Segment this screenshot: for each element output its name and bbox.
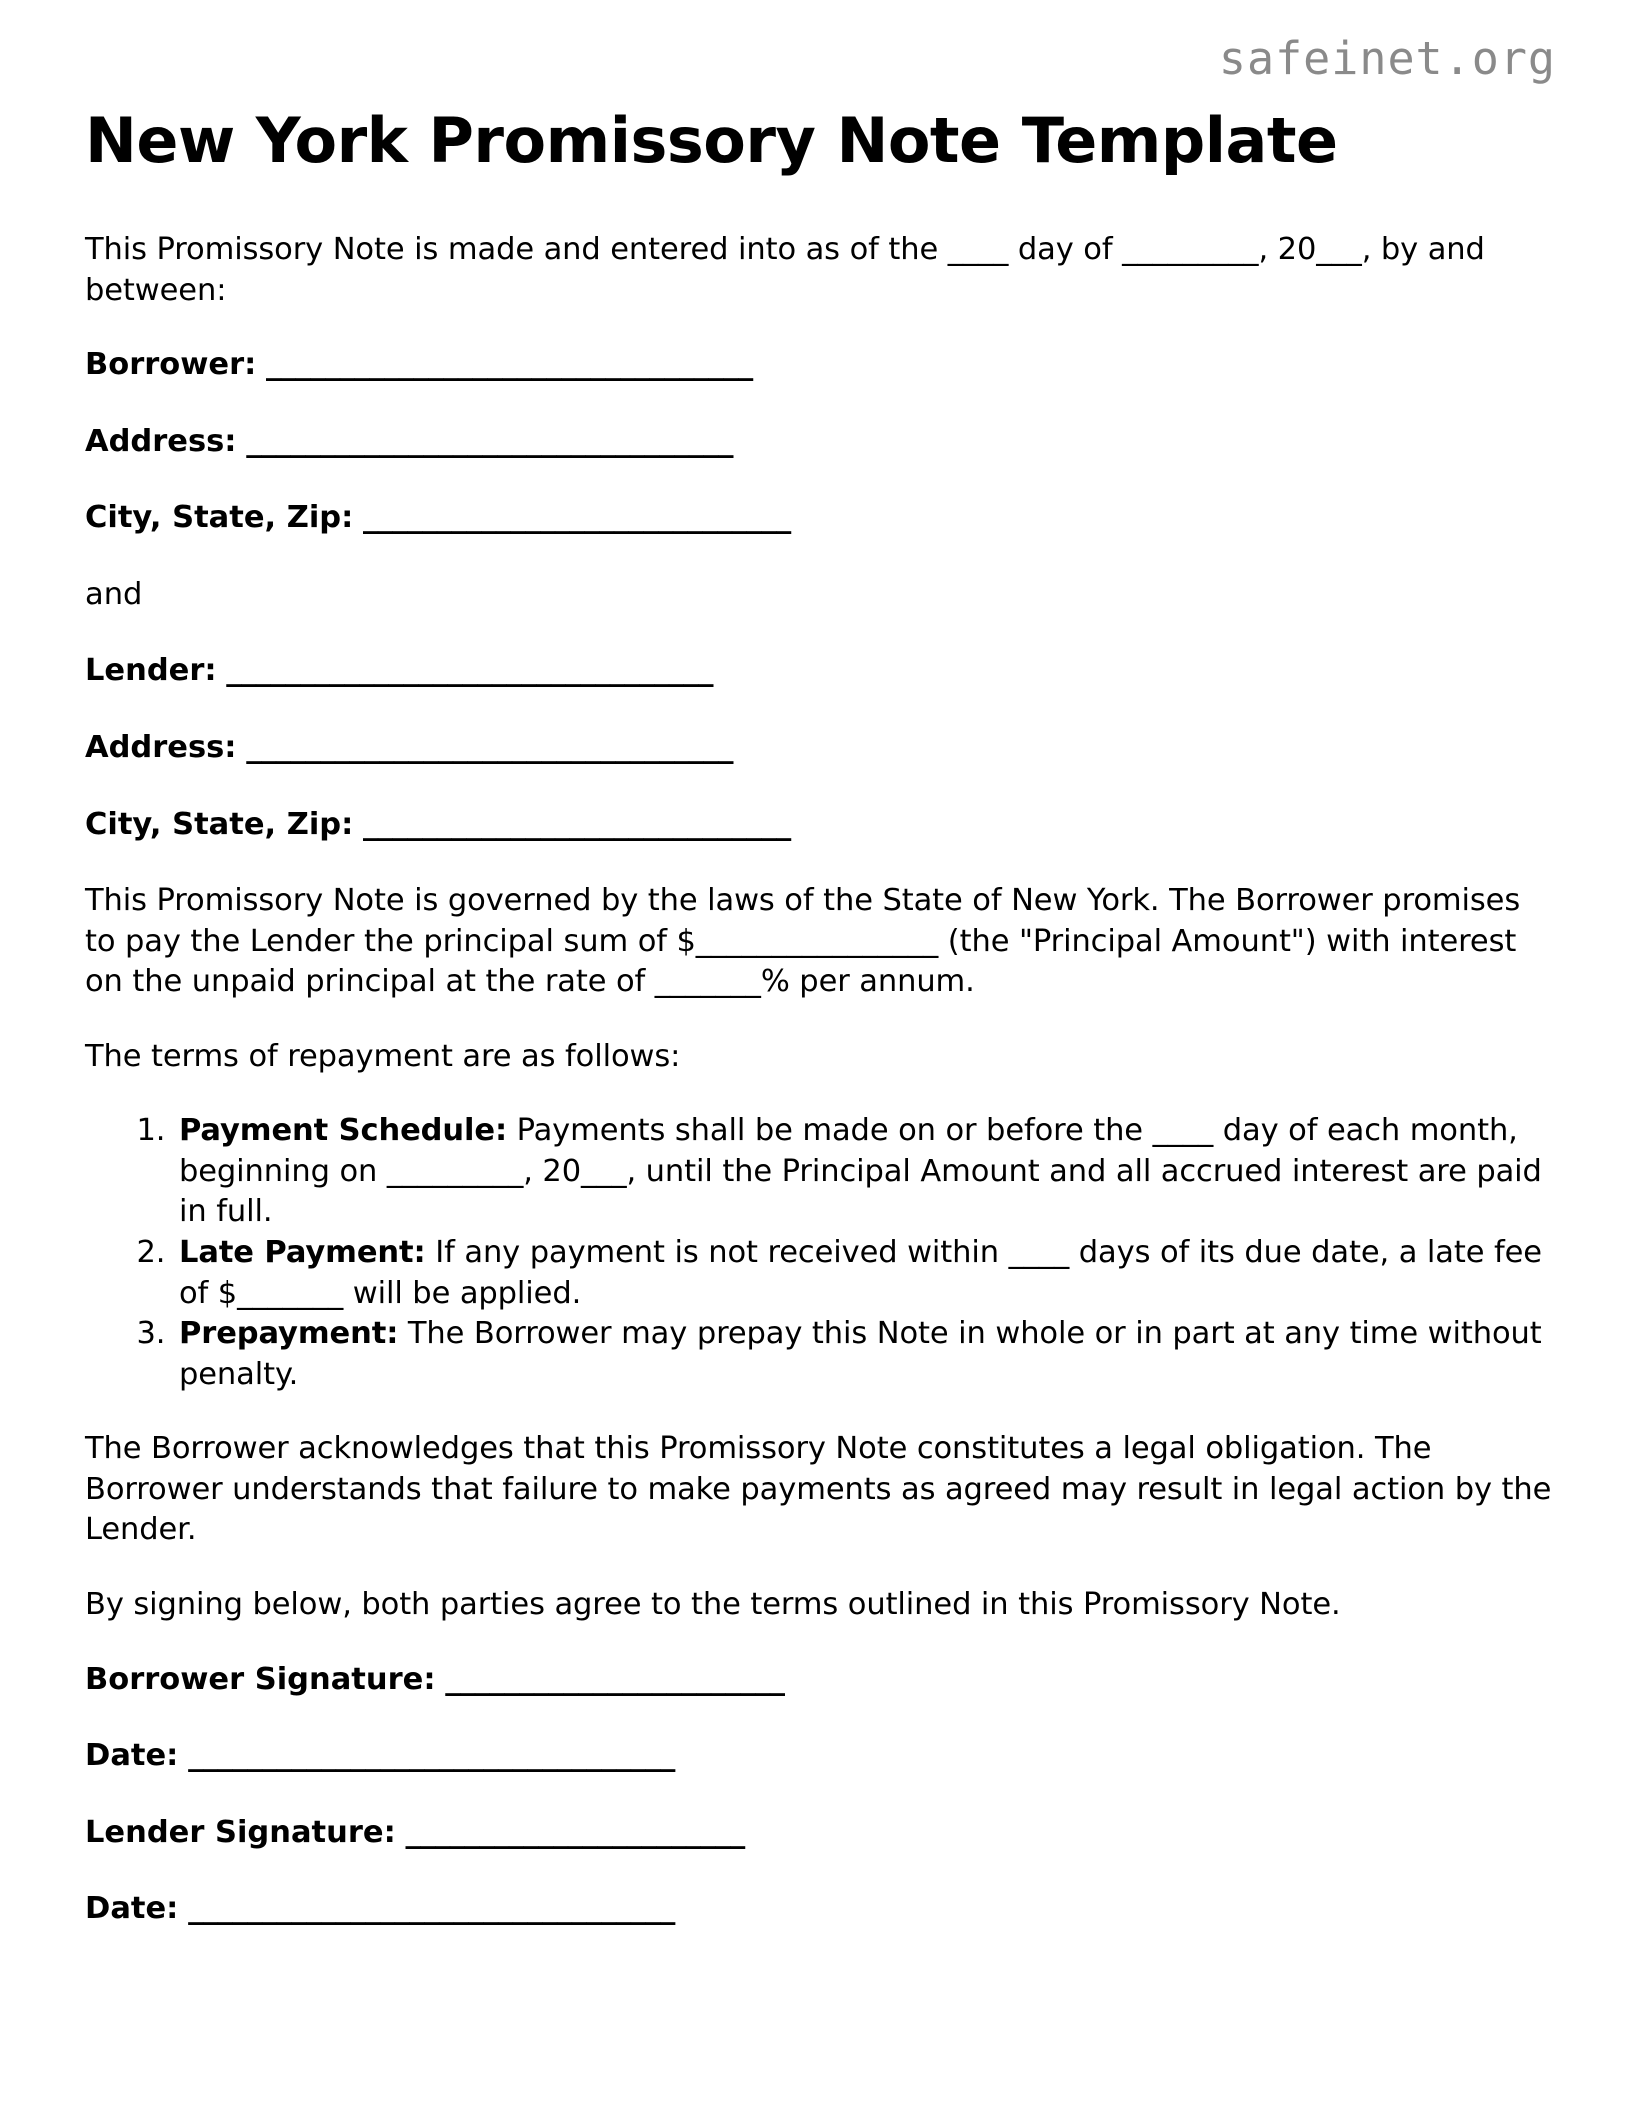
field-borrower-date bbox=[85, 1736, 1555, 1777]
signature-blank-line[interactable]: _________________________________ bbox=[188, 1738, 675, 1774]
signature-blank-line[interactable]: _______________________ bbox=[445, 1661, 785, 1697]
field-lender-date bbox=[85, 1889, 1555, 1930]
field-label: Address: bbox=[85, 423, 237, 459]
signature-blank-line[interactable]: _______________________ bbox=[405, 1814, 745, 1850]
acknowledgement-paragraph: The Borrower acknowledges that this Promissory Note constitutes a legal obligation. The Borrower understands that failure to make payments as agreed may result in legal action by the Lender. bbox=[85, 1431, 1552, 1548]
field-label: Borrower Signature: bbox=[85, 1661, 436, 1697]
term-text: The Borrower may prepay this Note in whole or in part at any time without penalty. bbox=[179, 1316, 1542, 1392]
signing-statement-paragraph: By signing below, both parties agree to the terms outlined in this Promissory Note. bbox=[85, 1586, 1341, 1622]
terms-intro-paragraph: The terms of repayment are as follows: bbox=[85, 1038, 681, 1074]
field-label: Date: bbox=[85, 1891, 179, 1927]
site-watermark: safeinet.org bbox=[1218, 32, 1556, 85]
signature-block bbox=[85, 1660, 1555, 1930]
repayment-terms-list bbox=[85, 1111, 1555, 1395]
field-label: Address: bbox=[85, 729, 237, 765]
field-borrower-address bbox=[85, 422, 1555, 463]
field-lender-signature bbox=[85, 1813, 1555, 1854]
page-title: New York Promissory Note Template bbox=[85, 104, 1338, 177]
signature-blank-line[interactable]: _________________________________ bbox=[188, 1891, 675, 1927]
field-blank-line[interactable]: _________________________________ bbox=[246, 729, 733, 765]
field-blank-line[interactable]: _________________________________ bbox=[246, 423, 733, 459]
field-borrower-name bbox=[85, 345, 1555, 386]
field-lender-name bbox=[85, 651, 1555, 692]
term-text: If any payment is not received within ____ days of its due date, a late fee of $_______ will be applied. bbox=[179, 1235, 1542, 1311]
parties-conjunction: and bbox=[85, 576, 143, 612]
field-label: Lender: bbox=[85, 653, 217, 689]
field-blank-line[interactable]: _____________________________ bbox=[363, 500, 791, 536]
list-item bbox=[175, 1111, 1555, 1233]
field-label: City, State, Zip: bbox=[85, 500, 354, 536]
governing-law-paragraph: This Promissory Note is governed by the laws of the State of New York. The Borrower promises to pay the Lender the principal sum of $________________ (the "Principal Amount") with interest on the unpaid principal at the rate of _______% per annum. bbox=[85, 883, 1521, 1000]
field-blank-line[interactable]: _________________________________ bbox=[266, 347, 753, 383]
term-title: Prepayment: bbox=[179, 1316, 399, 1352]
field-lender-city-state-zip bbox=[85, 805, 1555, 846]
term-text: Payments shall be made on or before the ____ day of each month, beginning on _________, 20___, until the Principal Amount and all accrued interest are paid in full. bbox=[179, 1113, 1542, 1230]
field-label: Lender Signature: bbox=[85, 1814, 396, 1850]
term-title: Payment Schedule: bbox=[179, 1113, 508, 1149]
field-borrower-signature bbox=[85, 1660, 1555, 1701]
document-body bbox=[85, 230, 1555, 1966]
field-label: City, State, Zip: bbox=[85, 806, 354, 842]
field-label: Borrower: bbox=[85, 347, 257, 383]
list-item bbox=[175, 1233, 1555, 1314]
field-lender-address bbox=[85, 728, 1555, 769]
term-title: Late Payment: bbox=[179, 1235, 426, 1270]
field-borrower-city-state-zip bbox=[85, 498, 1555, 539]
list-item bbox=[175, 1314, 1555, 1395]
intro-paragraph: This Promissory Note is made and entered into as of the ____ day of _________, 20___, by and between: bbox=[85, 232, 1485, 308]
field-blank-line[interactable]: _________________________________ bbox=[226, 653, 714, 689]
field-label: Date: bbox=[85, 1738, 179, 1774]
field-blank-line[interactable]: _____________________________ bbox=[363, 806, 791, 842]
